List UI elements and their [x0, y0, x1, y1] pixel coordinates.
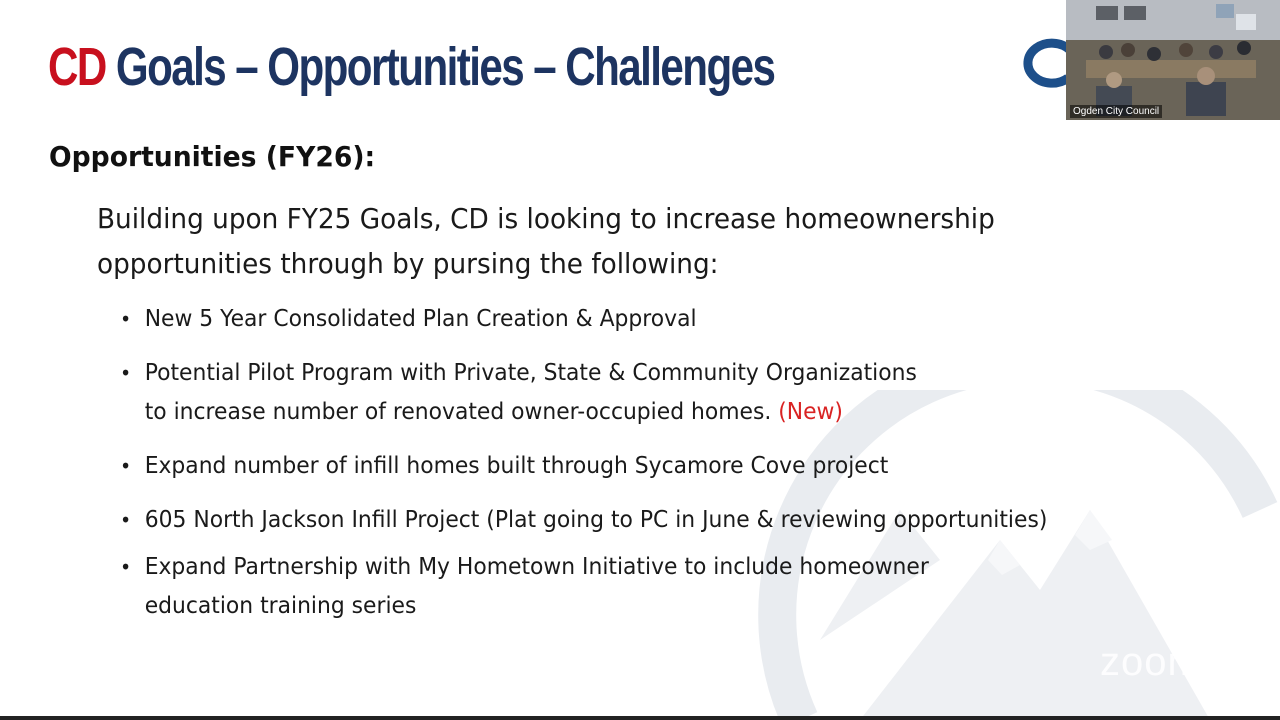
bullet-dot: • [120, 307, 132, 331]
bullet-dot: • [120, 361, 132, 385]
council-chamber-video-feed [1066, 0, 1280, 120]
bullet-text: Expand number of infill homes built through Sycamore Cove project [144, 453, 889, 479]
bullet-dot: • [120, 508, 132, 532]
bullet-text: Potential Pilot Program with Private, State & Community Organizations [144, 360, 917, 386]
intro-line-2: opportunities through by pursing the following: [97, 247, 719, 280]
new-tag: (New) [778, 399, 843, 425]
bullet-text: Expand Partnership with My Hometown Initiative to include homeowner [144, 554, 929, 580]
list-item [120, 447, 888, 486]
zoom-watermark: zoom [1100, 640, 1202, 684]
list-item [120, 354, 917, 432]
title-cd: CD [48, 37, 106, 97]
bullet-text-cont: to increase number of renovated owner-occupied homes. [144, 399, 772, 425]
intro-paragraph [97, 196, 1131, 286]
bullet-text: New 5 Year Consolidated Plan Creation & Approval [144, 306, 697, 332]
bullet-dot: • [120, 555, 132, 579]
list-item [120, 548, 929, 626]
list-item [120, 300, 697, 339]
list-item [120, 501, 1047, 540]
participant-name-label: Ogden City Council [1070, 105, 1162, 118]
screen-bottom-edge [0, 716, 1280, 720]
bullet-text: 605 North Jackson Infill Project (Plat going to PC in June & reviewing opportunities) [144, 507, 1048, 533]
bullet-text-line-2: education training series [144, 593, 417, 619]
section-heading: Opportunities (FY26): [49, 140, 376, 173]
participant-video-tile[interactable] [1066, 0, 1280, 120]
intro-line-1: Building upon FY25 Goals, CD is looking to increase homeownership [97, 202, 995, 235]
bullet-dot: • [120, 454, 132, 478]
bullet-text-line-2 [145, 393, 917, 432]
title-rest: Goals – Opportunities – Challenges [115, 37, 775, 97]
slide-title [48, 36, 774, 98]
